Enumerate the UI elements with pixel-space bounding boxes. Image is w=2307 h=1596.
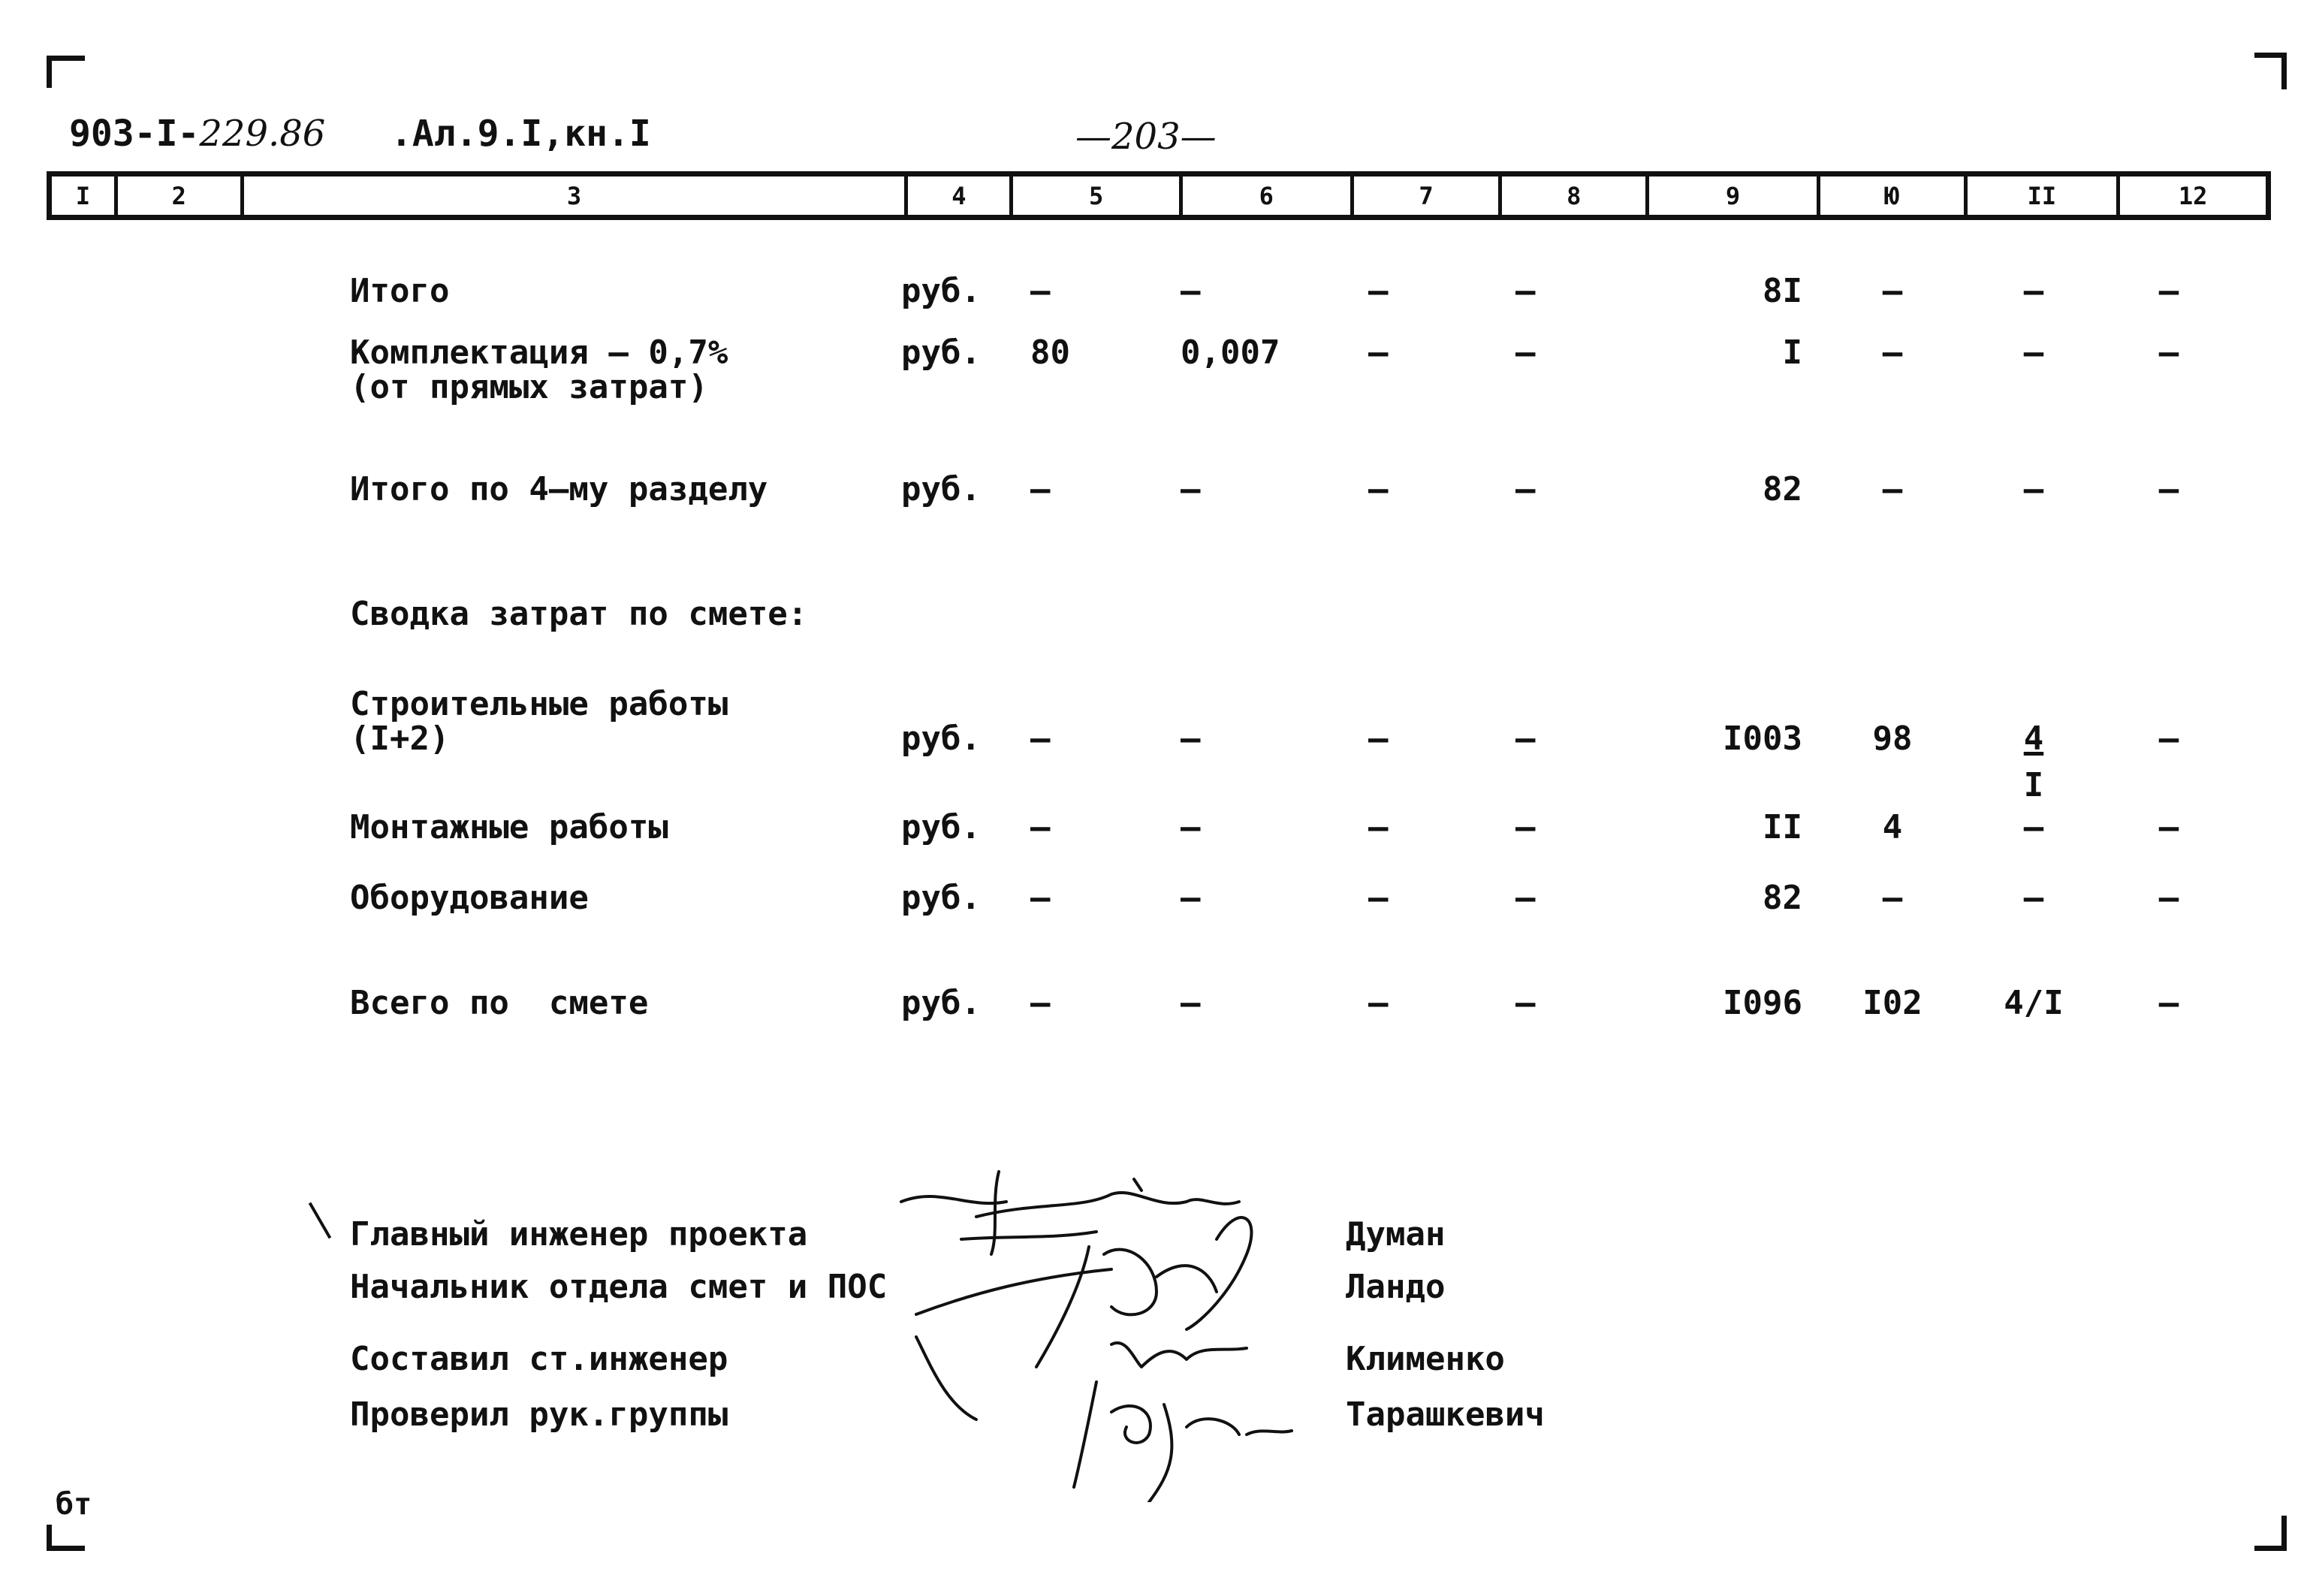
- row-unit: руб.: [901, 879, 981, 917]
- cell-col10: I02: [1862, 984, 1922, 1022]
- document-album-ref: .Ал.9.I,кн.I: [391, 113, 651, 155]
- cell-col7: –: [1368, 333, 1389, 372]
- cell-col12: –: [2158, 470, 2179, 508]
- row-unit: руб.: [901, 470, 981, 508]
- column-number: 4: [908, 176, 1013, 215]
- cell-col7: –: [1368, 879, 1389, 917]
- corner-mark-bottom-left: [47, 1525, 85, 1551]
- signature-role: Начальник отдела смет и ПОС: [350, 1268, 888, 1306]
- cell-col7: –: [1368, 272, 1389, 310]
- summary-heading: Сводка затрат по смете:: [350, 595, 808, 633]
- stray-pen-mark: [309, 1202, 331, 1239]
- cell-col11: –: [2023, 272, 2044, 310]
- cell-col12: –: [2158, 333, 2179, 372]
- cell-col10: –: [1882, 879, 1903, 917]
- document-code: [69, 113, 325, 155]
- cell-col8: –: [1515, 808, 1536, 846]
- cell-col7: –: [1368, 984, 1389, 1022]
- cell-col11: –: [2023, 808, 2044, 846]
- column-number: Ю: [1820, 176, 1968, 215]
- cell-col10: –: [1882, 333, 1903, 372]
- signature-name: Тарашкевич: [1346, 1395, 1545, 1434]
- corner-mark-top-left: [47, 56, 85, 88]
- signature-role: Главный инженер проекта: [350, 1215, 808, 1254]
- cell-col10: 4: [1882, 808, 1903, 846]
- cell-col5: –: [1030, 470, 1051, 508]
- row-name: Строительные работы: [350, 685, 728, 723]
- signature-role: Проверил рук.группы: [350, 1395, 728, 1434]
- signature-name: Клименко: [1346, 1340, 1505, 1378]
- cell-col9: II: [1763, 808, 1802, 846]
- signature-chief-engineer: [901, 1172, 1239, 1254]
- cell-col7: –: [1368, 470, 1389, 508]
- row-name: Всего по смете: [350, 984, 649, 1022]
- cell-col9: 8I: [1763, 272, 1802, 310]
- cell-col8: –: [1515, 272, 1536, 310]
- cell-col11: –: [2023, 879, 2044, 917]
- table-row: [0, 720, 2307, 765]
- row-name: Комплектация – 0,7%: [350, 333, 728, 372]
- row-unit: руб.: [901, 720, 981, 758]
- row-unit: руб.: [901, 333, 981, 372]
- column-number: 2: [118, 176, 244, 215]
- cell-col8: –: [1515, 470, 1536, 508]
- cell-col5: –: [1030, 808, 1051, 846]
- signature-role: Составил ст.инженер: [350, 1340, 728, 1378]
- cell-col9: I096: [1723, 984, 1802, 1022]
- column-number-bar: [47, 171, 2271, 220]
- column-number: 3: [244, 176, 909, 215]
- column-number: 7: [1354, 176, 1503, 215]
- cell-col6: –: [1181, 879, 1201, 917]
- cell-col10: –: [1882, 470, 1903, 508]
- column-number: 12: [2178, 181, 2208, 210]
- cell-col6: –: [1181, 808, 1201, 846]
- row-name-subline: (I+2): [350, 720, 450, 758]
- cell-col12: –: [2158, 272, 2179, 310]
- cell-col9: I003: [1723, 720, 1802, 758]
- cell-col8: –: [1515, 720, 1536, 758]
- cell-col6: –: [1181, 720, 1201, 758]
- cell-col7: –: [1368, 808, 1389, 846]
- signature-compiler: [916, 1337, 1247, 1420]
- cell-col9: 82: [1763, 470, 1802, 508]
- table-row: [0, 272, 2307, 317]
- cell-col12: –: [2158, 808, 2179, 846]
- cell-col8: –: [1515, 984, 1536, 1022]
- column-number: 9: [1649, 176, 1820, 215]
- row-unit: руб.: [901, 272, 981, 310]
- table-row: [0, 879, 2307, 924]
- page-number: —203—: [1075, 116, 1217, 158]
- cell-col5: –: [1030, 720, 1051, 758]
- cell-col10: –: [1882, 272, 1903, 310]
- cell-col6: –: [1181, 272, 1201, 310]
- row-unit: руб.: [901, 984, 981, 1022]
- signature-name: Ландо: [1346, 1268, 1446, 1306]
- table-row: [0, 808, 2307, 853]
- column-number: II: [1968, 176, 2121, 215]
- corner-mark-top-right: [2254, 53, 2287, 89]
- cell-col11: 4: [2023, 720, 2044, 758]
- cell-col11: 4/I: [2004, 984, 2064, 1022]
- signature-group-lead: [1074, 1382, 1292, 1502]
- table-row-total: [0, 984, 2307, 1029]
- corner-mark-bottom-right: [2254, 1516, 2287, 1551]
- row-name: Итого по 4–му разделу: [350, 470, 768, 508]
- cell-col9: I: [1782, 333, 1802, 372]
- table-row: [0, 333, 2307, 379]
- row-name: Оборудование: [350, 879, 589, 917]
- cell-col12: –: [2158, 984, 2179, 1022]
- cell-col8: –: [1515, 333, 1536, 372]
- cell-col6: 0,007: [1181, 333, 1280, 372]
- cell-col5: –: [1030, 984, 1051, 1022]
- cell-col5: –: [1030, 272, 1051, 310]
- cell-col7: –: [1368, 720, 1389, 758]
- row-name-subline: (от прямых затрат): [350, 368, 708, 406]
- column-number: 5: [1013, 176, 1183, 215]
- cell-col9: 82: [1763, 879, 1802, 917]
- cell-col11: –: [2023, 470, 2044, 508]
- cell-col8: –: [1515, 879, 1536, 917]
- document-code-prefix: 903-I-: [69, 113, 200, 155]
- cell-col6: –: [1181, 984, 1201, 1022]
- column-number: I: [52, 176, 118, 215]
- cell-col12: –: [2158, 720, 2179, 758]
- footer-mark: бт: [56, 1487, 92, 1522]
- column-number: 8: [1502, 176, 1649, 215]
- cell-col5: 80: [1030, 333, 1070, 372]
- document-code-handwritten: 229.86: [199, 113, 326, 155]
- cell-col11-subline: I: [2023, 766, 2044, 804]
- column-number: 6: [1183, 176, 1354, 215]
- cell-col11: –: [2023, 333, 2044, 372]
- signature-name: Думан: [1346, 1215, 1446, 1254]
- cell-col12: –: [2158, 879, 2179, 917]
- handwritten-signatures: [886, 1157, 1352, 1502]
- cell-col6: –: [1181, 470, 1201, 508]
- table-row: [0, 470, 2307, 515]
- row-name: Итого: [350, 272, 450, 310]
- row-unit: руб.: [901, 808, 981, 846]
- row-name: Монтажные работы: [350, 808, 668, 846]
- cell-col10: 98: [1872, 720, 1913, 758]
- cell-col5: –: [1030, 879, 1051, 917]
